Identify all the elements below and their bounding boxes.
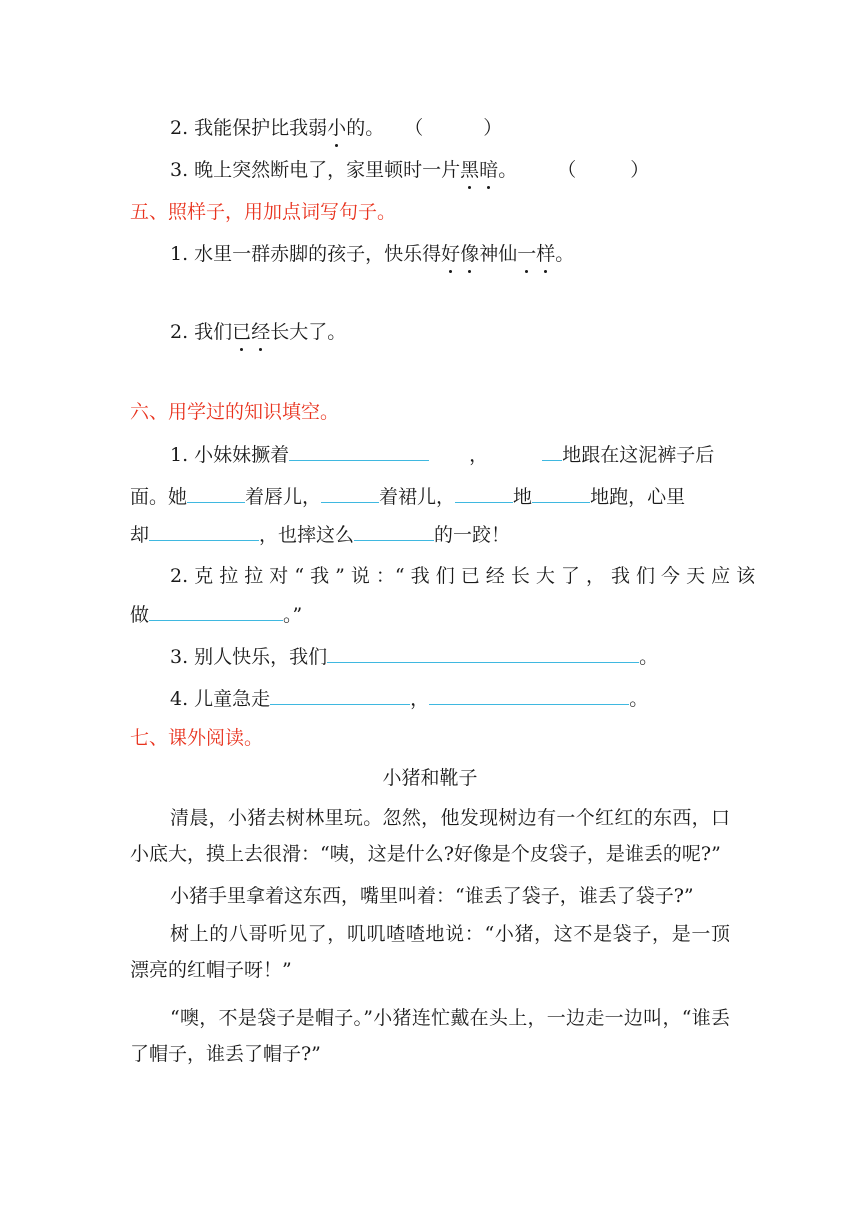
fill-blank[interactable] <box>542 440 562 461</box>
q-text: 着唇儿， <box>245 486 322 508</box>
question-5-1 <box>170 240 574 268</box>
q-text: 神仙 <box>479 243 518 265</box>
passage-paragraph-3: 树上的八哥听见了，叽叽喳喳地说：“小猪，这不是袋子，是一顶漂亮的红帽子呀！” <box>130 923 730 981</box>
dot-char: 样 <box>536 240 555 268</box>
q-text: 。 <box>555 243 575 265</box>
q-text: 1. 水里一群赤脚的孩子，快乐得 <box>170 243 442 265</box>
question-6-1-line3 <box>130 520 510 549</box>
q-text: 。 <box>498 159 518 181</box>
question-6-1-line1 <box>170 440 714 469</box>
dot-char: 好 <box>441 240 460 268</box>
q-text: ，也摔这么 <box>259 524 355 546</box>
fill-blank[interactable] <box>327 642 639 663</box>
q-text: 2. 我能保护比我弱 <box>170 117 328 139</box>
q-text: 2. 我们 <box>170 321 233 343</box>
fill-blank[interactable] <box>455 482 513 503</box>
question-6-2-line2 <box>130 600 302 629</box>
fill-blank[interactable] <box>354 520 434 541</box>
answer-paren-right: ） <box>483 117 503 139</box>
dot-char: 暗 <box>479 156 498 184</box>
dot-char: 黑 <box>460 156 479 184</box>
section-6-heading: 六、用学过的知识填空。 <box>130 401 340 423</box>
q-text: 着裙儿， <box>379 486 456 508</box>
dot-char: 经 <box>251 318 270 346</box>
section-5-heading: 五、照样子，用加点词写句子。 <box>130 201 397 223</box>
answer-paren-left: （ <box>404 117 424 139</box>
passage-paragraph-1: 清晨，小猪去树林里玩。忽然，他发现树边有一个红红的东西，口小底大，摸上去很滑：“咦，这是什么?好像是个皮袋子，是谁丢的呢?” <box>130 807 730 865</box>
question-5-2 <box>170 318 346 346</box>
fill-blank[interactable] <box>187 482 245 503</box>
q-text: 1. 小妹妹撅着 <box>170 444 290 466</box>
dot-char: 像 <box>460 240 479 268</box>
question-6-1-line2 <box>130 482 685 511</box>
section-7-heading: 七、课外阅读。 <box>130 727 264 749</box>
dot-char: 已 <box>232 318 251 346</box>
question-6-4 <box>170 684 648 713</box>
answer-paren-right: ） <box>630 159 650 181</box>
fill-blank[interactable] <box>149 520 259 541</box>
q-text: 做 <box>130 604 150 626</box>
q-text: 的一跤！ <box>434 524 511 546</box>
q-text: 。” <box>283 604 303 626</box>
fill-blank[interactable] <box>270 684 410 705</box>
fill-blank[interactable] <box>321 482 379 503</box>
q-text: ， <box>469 444 489 466</box>
question-4-2 <box>170 114 502 142</box>
q-text: 地跑，心里 <box>590 486 686 508</box>
fill-blank[interactable] <box>149 600 283 621</box>
passage-paragraph-2: 小猪手里拿着这东西，嘴里叫着：“谁丢了袋子，谁丢了袋子?” <box>170 885 694 907</box>
q-text: 的。 <box>346 117 385 139</box>
fill-blank[interactable] <box>289 440 429 461</box>
q-text: 3. 别人快乐，我们 <box>170 646 328 668</box>
q-text: 4. 儿童急走 <box>170 688 271 710</box>
q-text: 面。她 <box>130 486 188 508</box>
fill-blank[interactable] <box>532 482 590 503</box>
passage-title: 小猪和靴子 <box>382 767 478 789</box>
question-6-2-line1: 2. 克 拉 拉 对 “ 我 ” 说 ：“ 我 们 已 经 长 大 了 ， 我 们 今 天 应 该 <box>170 565 756 587</box>
fill-blank[interactable] <box>429 684 629 705</box>
question-4-3 <box>170 156 649 184</box>
q-text: 地 <box>513 486 533 508</box>
q-text: 却 <box>130 524 150 546</box>
question-6-3 <box>170 642 658 671</box>
q-text: 3. 晚上突然断电了，家里顿时一片 <box>170 159 461 181</box>
dot-char: 一 <box>517 240 536 268</box>
q-text: 长大了。 <box>270 321 347 343</box>
passage-paragraph-4: “噢，不是袋子是帽子。”小猪连忙戴在头上，一边走一边叫，“谁丢了帽子，谁丢了帽子?” <box>130 1007 730 1065</box>
q-text: ， <box>410 688 430 710</box>
q-text: 地跟在这泥裤子后 <box>562 444 715 466</box>
dot-char: 小 <box>327 114 346 142</box>
q-text: 。 <box>639 646 659 668</box>
answer-paren-left: （ <box>557 159 577 181</box>
q-text: 。 <box>629 688 649 710</box>
